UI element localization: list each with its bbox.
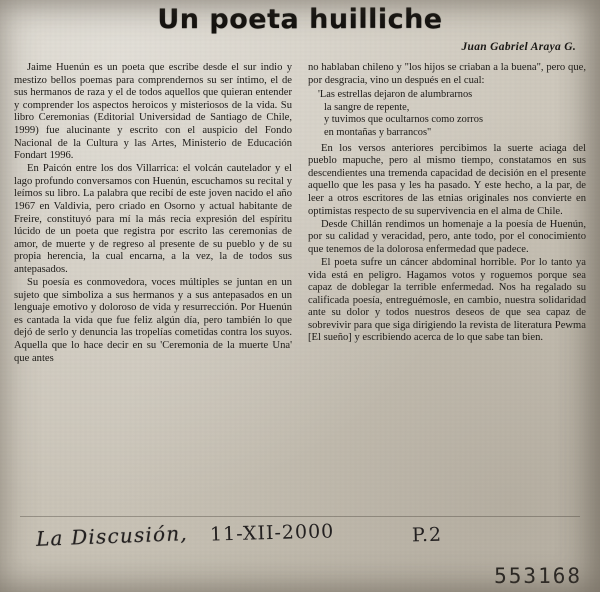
- poem-quote: [308, 89, 586, 139]
- paragraph: Desde Chillán rendimos un homenaje a la poesía de Huenún, por su calidad y veracidad, pero, ante todo, por el conocimiento que tenemos de la dolorosa enfermedad que padece.: [308, 218, 586, 255]
- paragraph: En los versos anteriores percibimos la suerte aciaga del pueblo mapuche, pero al mismo tiempo, constatamos en sus descendientes una tremenda capacidad de decisión en el presente aquello que les pasa y les ha pasado. Y este hecho, a la par, de leer a otros escritores de las etnias originales nos convierte en optimistas respecto de su supervivencia en el alma de Chile.: [308, 142, 586, 217]
- clipping-footer: [0, 514, 600, 592]
- article-column-left: [14, 62, 292, 514]
- paragraph: En Paicón entre los dos Villarrica: el volcán cautelador y el lago profundo conversamos con Huenún, escuchamos su recital y leímos su libro. La palabra que recibí de este joven nacido el año 1967 en Valdivia, pero criado en Osorno y actual habitante de Freire, constituyó para mí la más recia expresión del espíritu lúcido de un poeta que registra por escrito las ceremonias de amor, de muerte y de regreso al presente de su pueblo y de su propia herencia, la cual encarna, a la vez, la de todos sus antepasados.: [14, 163, 292, 275]
- verse-line: y tuvimos que ocultarnos como zorros: [324, 114, 484, 126]
- paragraph: Su poesía es conmovedora, voces múltiples se juntan en un sujeto que simboliza a sus hermanos y a sus antepasados en un lenguaje emotivo y doloroso de vida y resurrección. Por Huenún es cantada la vida que fue feliz algún día, pero también lo que dejó de serlo y denuncia las tropelías cometidas contra los suyos. Aquella que lo hace decir en su 'Ceremonia de la muerte Una' que antes: [14, 277, 292, 364]
- article-columns: [14, 62, 586, 514]
- paragraph: El poeta sufre un cáncer abdominal horrible. Por lo tanto ya vida está en peligro. Hagamos votos y roguemos porque sea capaz de doblegar la terrible enfermedad. Nos ha regalado su calificada poesía, entreguémosle, en cambio, nuestra solidaridad ante su dolor y todos nuestros deseos de que sea capaz de sobrevivir para que siga dirigiendo la revista de literatura Pewma [El sueño] y escribiendo acerca de lo que sabe tan bien.: [308, 256, 586, 344]
- verse-line: en montañas y barrancos": [324, 126, 432, 138]
- author-byline: Juan Gabriel Araya G.: [461, 41, 576, 53]
- handwritten-date: 11-XII-2000: [209, 520, 335, 546]
- handwritten-publication: La Discusión,: [35, 521, 189, 551]
- verse-line: 'Las estrellas dejaron de alumbrarnos: [318, 89, 473, 101]
- article-column-right: [308, 62, 586, 514]
- footer-divider: [20, 516, 580, 517]
- archive-stamp-number: 553168: [494, 564, 582, 588]
- paragraph-continuation: no hablaban chileno y "los hijos se criaban a la buena", pero que, por desgracia, vino un después en el cual:: [308, 62, 586, 86]
- page-title: Un poeta huilliche: [157, 4, 443, 35]
- verse-line: la sangre de repente,: [324, 101, 410, 113]
- handwritten-page-number: P.2: [411, 523, 443, 547]
- paragraph: Jaime Huenún es un poeta que escribe desde el sur indio y mestizo bellos poemas para comprendernos su ser íntimo, el de sus hermanos de raza y el de todos aquellos que quieran entender y comprender los aspectos heroicos y misteriosos de la vida. Su libro Ceremonias (Editorial Universidad de Santiago de Chile, 1999) fue alucinante y escrito con el auspicio del Fondo Nacional de la Cultura y las Artes, Ministerio de Educación Fondart 1996.: [14, 62, 292, 162]
